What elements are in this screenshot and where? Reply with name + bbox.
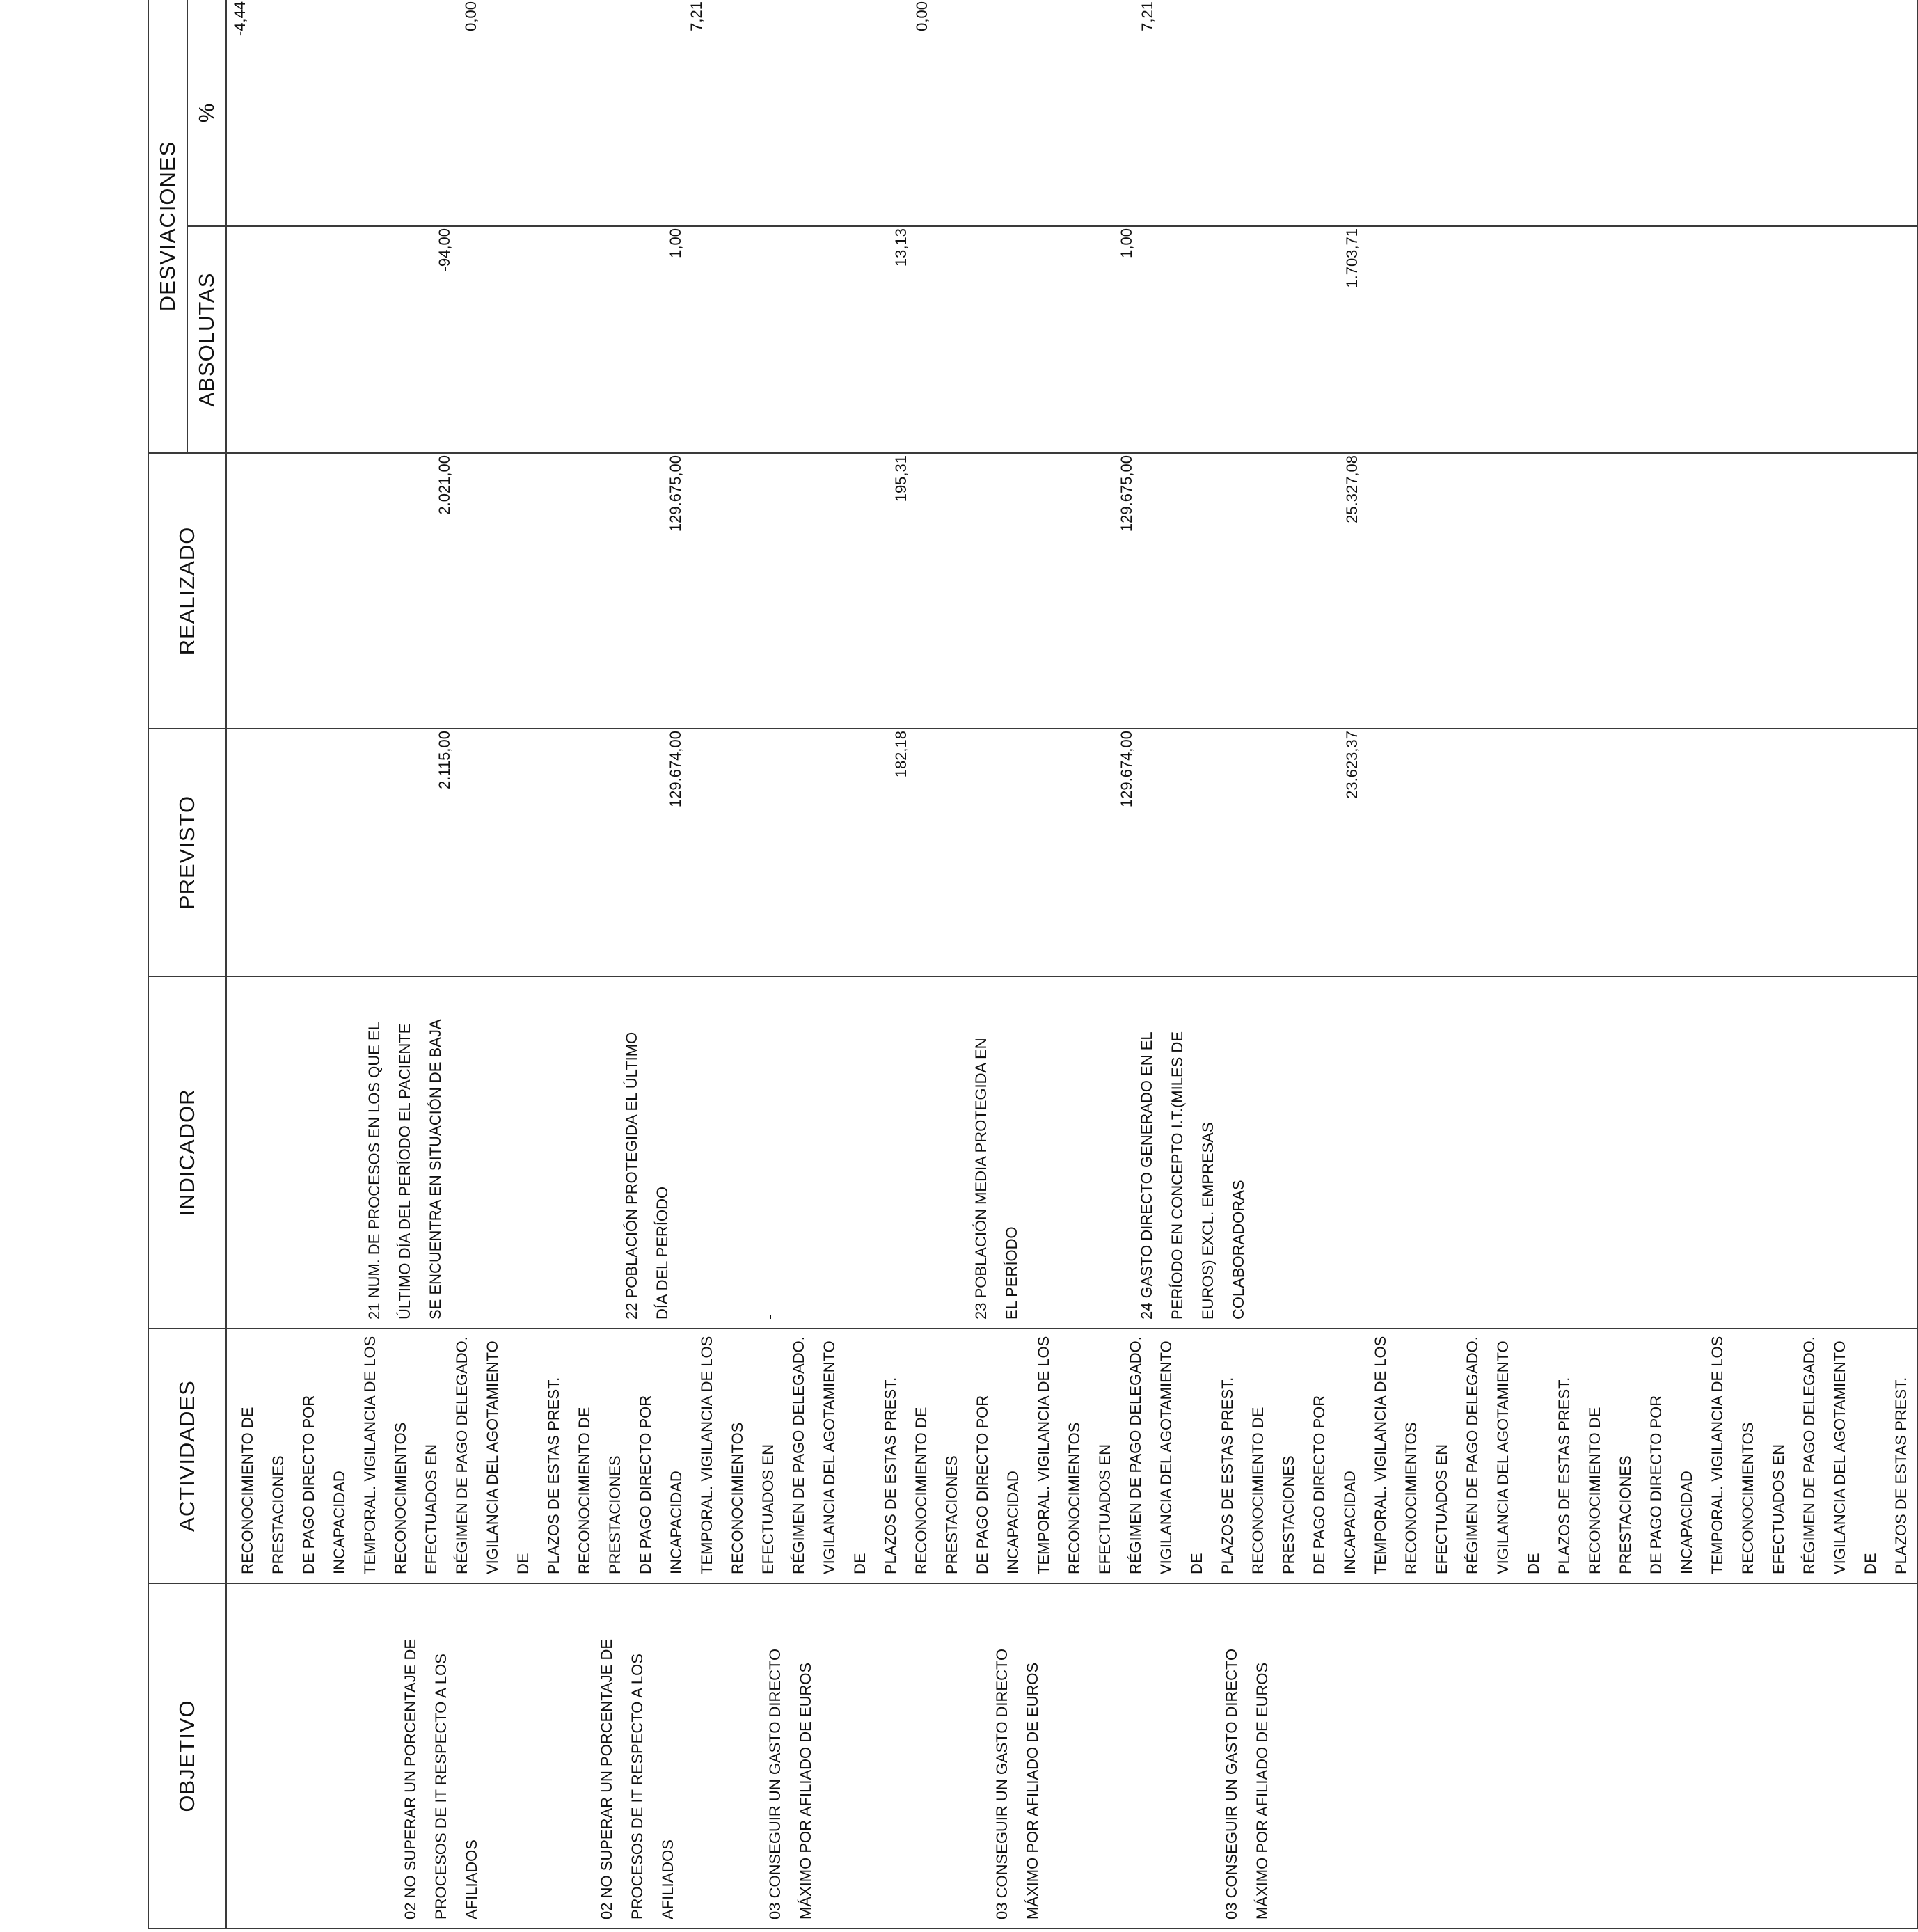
absolutas-row-4: 1,00 bbox=[1118, 228, 1135, 258]
header-indicador: INDICADOR bbox=[148, 976, 226, 1329]
objetivo-row-1: 02 NO SUPERAR UN PORCENTAJE DE PROCESOS DE IT RESPECTO A LOS AFILIADOS bbox=[402, 1638, 480, 1919]
objetivo-column bbox=[226, 1583, 1917, 1929]
porcentaje-row-4: 0,00 bbox=[913, 1, 930, 31]
realizado-row-5: 25.327,08 bbox=[1343, 455, 1361, 523]
realizado-row-3: 195,31 bbox=[892, 455, 910, 502]
absolutas-column bbox=[226, 226, 1917, 453]
indicador-row-3: - bbox=[761, 1314, 778, 1320]
porcentaje-row-3: 7,21 bbox=[688, 1, 705, 31]
realizado-row-1: 2.021,00 bbox=[436, 455, 453, 515]
objectives-table bbox=[148, 0, 1918, 1929]
porcentaje-row-2: 0,00 bbox=[462, 1, 480, 31]
previsto-row-4: 129.674,00 bbox=[1118, 731, 1135, 808]
absolutas-row-5: 1.703,71 bbox=[1343, 228, 1361, 288]
porcentaje-column bbox=[226, 0, 1917, 226]
previsto-row-1: 2.115,00 bbox=[436, 731, 453, 790]
porcentaje-row-1: -4,44 bbox=[231, 1, 248, 37]
realizado-column bbox=[226, 453, 1917, 729]
realizado-row-4: 129.675,00 bbox=[1118, 455, 1135, 532]
objetivo-row-2: 02 NO SUPERAR UN PORCENTAJE DE PROCESOS DE IT RESPECTO A LOS AFILIADOS bbox=[598, 1638, 676, 1919]
header-previsto: PREVISTO bbox=[148, 729, 226, 976]
indicador-row-1: 21 NUM. DE PROCESOS EN LOS QUE EL ÚLTIMO DÍA DEL PERÍODO EL PACIENTE SE ENCUENTRA EN SITUACIÓN DE BAJA bbox=[365, 1019, 444, 1320]
previsto-row-5: 23.623,37 bbox=[1343, 731, 1361, 799]
indicador-column bbox=[226, 976, 1917, 1329]
rotated-page bbox=[148, 0, 1910, 1929]
objetivo-row-4: 03 CONSEGUIR UN GASTO DIRECTO MÁXIMO POR AFILIADO DE EUROS bbox=[993, 1648, 1041, 1919]
header-realizado: REALIZADO bbox=[148, 453, 226, 729]
objetivo-row-5: 03 CONSEGUIR UN GASTO DIRECTO MÁXIMO POR AFILIADO DE EUROS bbox=[1223, 1648, 1271, 1919]
absolutas-row-3: 13,13 bbox=[892, 228, 910, 267]
realizado-row-2: 129.675,00 bbox=[667, 455, 684, 532]
header-porcentaje: % bbox=[187, 0, 226, 226]
previsto-row-3: 182,18 bbox=[892, 731, 910, 778]
header-desviaciones: DESVIACIONES bbox=[148, 0, 187, 453]
absolutas-row-2: 1,00 bbox=[667, 228, 684, 258]
previsto-row-2: 129.674,00 bbox=[667, 731, 684, 808]
previsto-column bbox=[226, 729, 1917, 976]
indicador-row-2: 22 POBLACIÓN PROTEGIDA EL ÚLTIMO DÍA DEL PERÍODO bbox=[623, 1031, 671, 1320]
header-objetivo: OBJETIVO bbox=[148, 1583, 226, 1929]
actividades-column bbox=[226, 1329, 1917, 1583]
header-absolutas: ABSOLUTAS bbox=[187, 226, 226, 453]
header-actividades: ACTIVIDADES bbox=[148, 1329, 226, 1583]
indicador-row-4: 23 POBLACIÓN MEDIA PROTEGIDA EN EL PERÍODO bbox=[972, 1038, 1020, 1320]
indicador-row-5: 24 GASTO DIRECTO GENERADO EN EL PERÍODO EN CONCEPTO I.T.(MILES DE EUROS) EXCL. EMPRESAS COLABORADORAS bbox=[1138, 1031, 1247, 1320]
actividades-text: RECONOCIMIENTO DE PRESTACIONES DE PAGO DIRECTO POR INCAPACIDAD TEMPORAL. VIGILANCIA DE LOS RECONOCIMIENTOS EFECTUADOS EN RÉGIMEN DE PAGO DELEGADO. VIGILANCIA DEL AGOTAMIENTO DE PLAZOS DE ESTAS PREST. RECONOCIMIENTO DE PRESTACIONES DE PAGO DIRECTO POR INCAPACIDAD TEMPORAL. VIGILANCIA DE LOS RECONOCIMIENTOS EFECTUADOS EN RÉGIMEN DE PAGO DELEGADO. VIGILANCIA DEL AGOTAMIENTO DE PLAZOS DE ESTAS PREST. RECONOCIMIENTO DE PRESTACIONES DE PAGO DIRECTO POR INCAPACIDAD TEMPORAL. VIGILANCIA DE LOS RECONOCIMIENTOS EFECTUADOS EN RÉGIMEN DE PAGO DELEGADO. VIGILANCIA DEL AGOTAMIENTO DE PLAZOS DE ESTAS PREST. RECONOCIMIENTO DE PRESTACIONES DE PAGO DIRECTO POR INCAPACIDAD TEMPORAL. VIGILANCIA DE LOS RECONOCIMIENTOS EFECTUADOS EN RÉGIMEN DE PAGO DELEGADO. VIGILANCIA DEL AGOTAMIENTO DE PLAZOS DE ESTAS PREST. RECONOCIMIENTO DE PRESTACIONES DE PAGO DIRECTO POR INCAPACIDAD TEMPORAL. VIGILANCIA DE LOS RECONOCIMIENTOS EFECTUADOS EN RÉGIMEN DE PAGO DELEGADO. VIGILANCIA DEL AGOTAMIENTO DE PLAZOS DE ESTAS PREST. bbox=[239, 1336, 1910, 1574]
porcentaje-row-5: 7,21 bbox=[1139, 1, 1156, 31]
absolutas-row-1: -94,00 bbox=[436, 228, 453, 272]
objetivo-row-3: 03 CONSEGUIR UN GASTO DIRECTO MÁXIMO POR AFILIADO DE EUROS bbox=[766, 1648, 814, 1919]
